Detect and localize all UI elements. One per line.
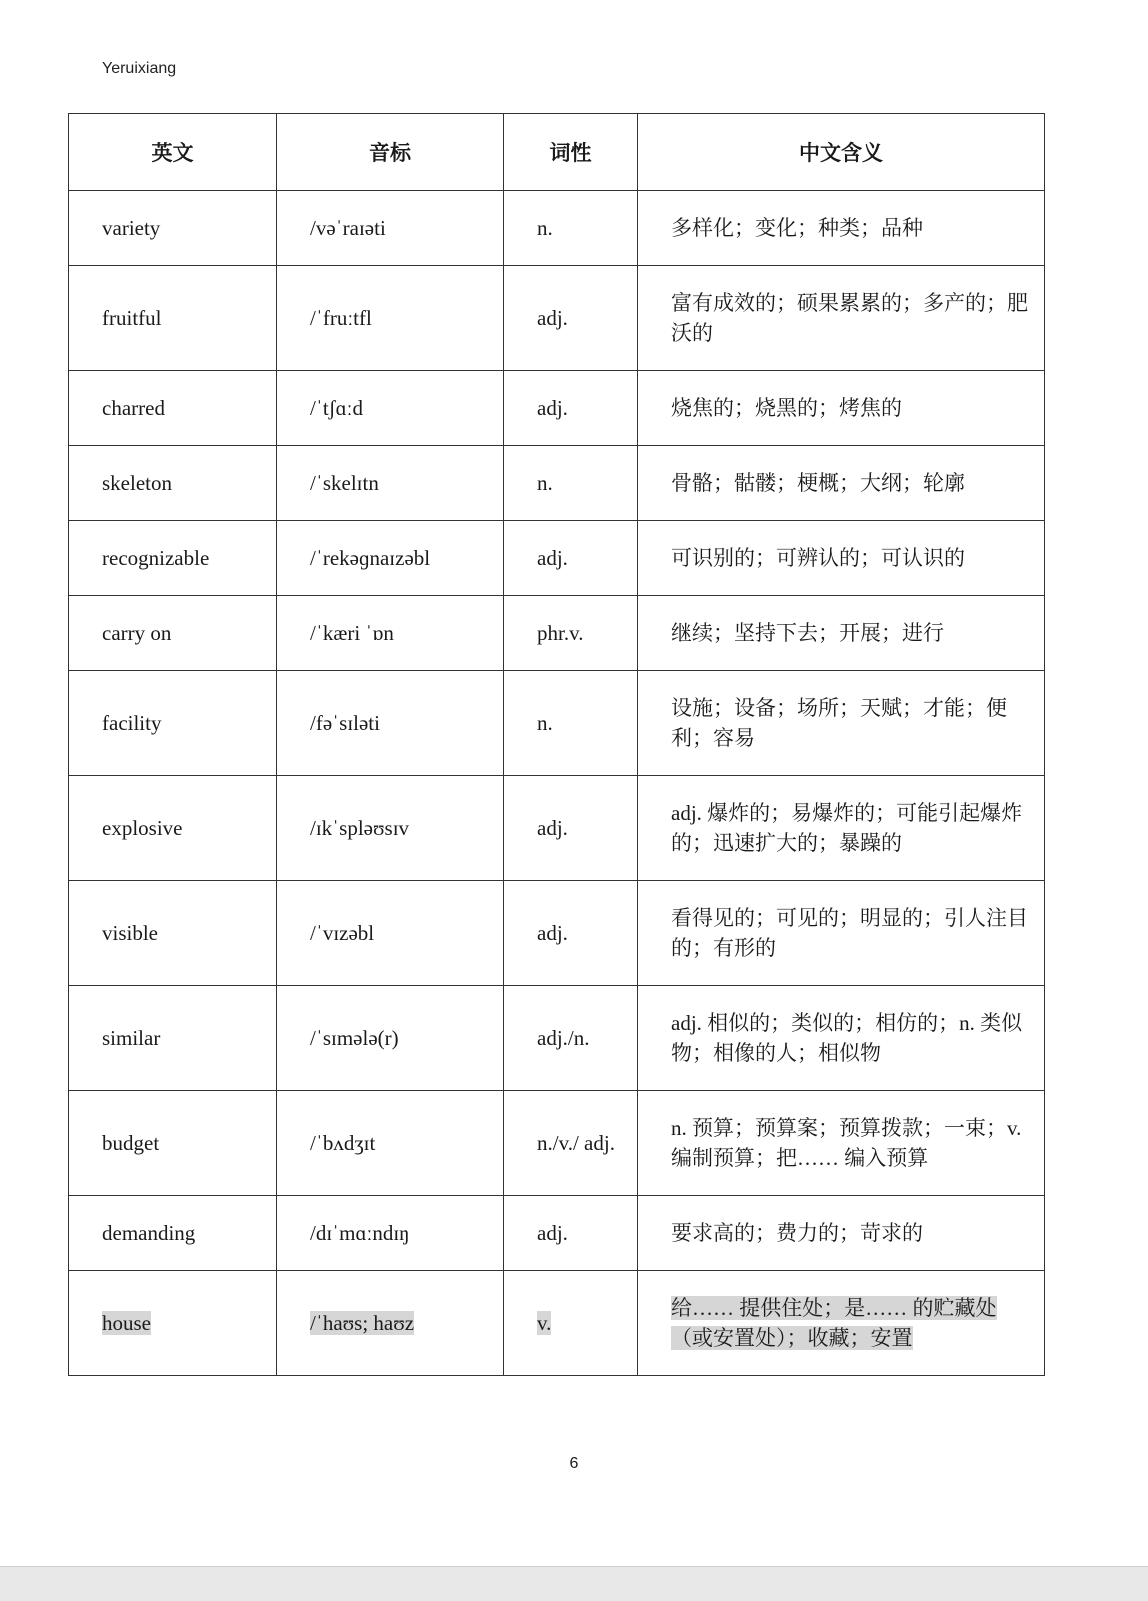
phonetic-cell <box>277 371 504 446</box>
english-word-cell <box>69 1271 277 1376</box>
table-row <box>69 776 1045 881</box>
chinese-meaning-cell-text: 看得见的；可见的；明显的；引人注目的；有形的 <box>671 906 1028 960</box>
phonetic-cell <box>277 671 504 776</box>
english-word-cell-text: skeleton <box>102 471 172 495</box>
english-word-cell <box>69 1091 277 1196</box>
part-of-speech-cell-text: v. <box>537 1311 552 1335</box>
chinese-meaning-cell-text: adj. 相似的；类似的；相仿的；n. 类似物；相像的人；相似物 <box>671 1011 1023 1065</box>
page-number: 6 <box>569 1455 579 1472</box>
page-header-author: Yeruixiang <box>102 60 177 77</box>
part-of-speech-cell <box>504 371 638 446</box>
phonetic-cell <box>277 1271 504 1376</box>
phonetic-cell-text: /ˈfruːtfl <box>310 306 372 330</box>
chinese-meaning-cell-text: adj. 爆炸的；易爆炸的；可能引起爆炸的；迅速扩大的；暴躁的 <box>671 801 1023 855</box>
column-header-part-of-speech: 词性 <box>504 114 638 191</box>
chinese-meaning-cell-text: 给…… 提供住处；是…… 的贮藏处（或安置处）；收藏；安置 <box>671 1296 997 1350</box>
chinese-meaning-cell-text: 骨骼；骷髅；梗概；大纲；轮廓 <box>671 471 965 495</box>
part-of-speech-cell <box>504 776 638 881</box>
phonetic-cell-text: /ˈvɪzəbl <box>310 921 375 945</box>
vocabulary-table <box>68 113 1045 1376</box>
phonetic-cell <box>277 521 504 596</box>
part-of-speech-cell-text: n. <box>537 216 553 240</box>
phonetic-cell-text: /ˈhaʊs; haʊz <box>310 1311 415 1335</box>
phonetic-cell <box>277 1091 504 1196</box>
part-of-speech-cell-text: phr.v. <box>537 621 584 645</box>
phonetic-cell-text: /ˈtʃɑːd <box>310 396 363 420</box>
english-word-cell-text: charred <box>102 396 165 420</box>
english-word-cell <box>69 671 277 776</box>
phonetic-cell-text: /ɪkˈspləʊsɪv <box>310 816 410 840</box>
chinese-meaning-cell <box>638 986 1045 1091</box>
chinese-meaning-cell <box>638 671 1045 776</box>
part-of-speech-cell-text: adj. <box>537 921 568 945</box>
phonetic-cell <box>277 776 504 881</box>
english-word-cell-text: explosive <box>102 816 183 840</box>
table-row <box>69 521 1045 596</box>
column-header-english: 英文 <box>69 114 277 191</box>
table-row <box>69 1196 1045 1271</box>
part-of-speech-cell-text: n. <box>537 471 553 495</box>
english-word-cell-text: recognizable <box>102 546 210 570</box>
part-of-speech-cell-text: n. <box>537 711 553 735</box>
phonetic-cell-text: /ˈsɪmələ(r) <box>310 1026 399 1050</box>
english-word-cell-text: visible <box>102 921 158 945</box>
chinese-meaning-cell-text: 富有成效的；硕果累累的；多产的；肥沃的 <box>671 291 1028 345</box>
part-of-speech-cell-text: n./v./ adj. <box>537 1131 615 1155</box>
english-word-cell <box>69 521 277 596</box>
part-of-speech-cell-text: adj./n. <box>537 1026 590 1050</box>
phonetic-cell-text: /vəˈraɪəti <box>310 216 386 240</box>
chinese-meaning-cell <box>638 521 1045 596</box>
english-word-cell <box>69 776 277 881</box>
chinese-meaning-cell <box>638 371 1045 446</box>
english-word-cell <box>69 596 277 671</box>
table-row <box>69 671 1045 776</box>
viewer-bottom-bar <box>0 1566 1148 1601</box>
phonetic-cell <box>277 266 504 371</box>
english-word-cell-text: house <box>102 1311 151 1335</box>
part-of-speech-cell <box>504 881 638 986</box>
part-of-speech-cell <box>504 446 638 521</box>
phonetic-cell-text: /dɪˈmɑːndɪŋ <box>310 1221 410 1245</box>
part-of-speech-cell-text: adj. <box>537 396 568 420</box>
chinese-meaning-cell <box>638 191 1045 266</box>
chinese-meaning-cell <box>638 1271 1045 1376</box>
table-row <box>69 986 1045 1091</box>
part-of-speech-cell-text: adj. <box>537 816 568 840</box>
phonetic-cell <box>277 446 504 521</box>
table-row <box>69 596 1045 671</box>
phonetic-cell-text: /ˈkæri ˈɒn <box>310 621 394 645</box>
phonetic-cell-text: /ˈskelɪtn <box>310 471 379 495</box>
chinese-meaning-cell-text: 可识别的；可辨认的；可认识的 <box>671 546 965 570</box>
english-word-cell-text: variety <box>102 216 161 240</box>
chinese-meaning-cell-text: 烧焦的；烧黑的；烤焦的 <box>671 396 902 420</box>
english-word-cell <box>69 881 277 986</box>
part-of-speech-cell-text: adj. <box>537 1221 568 1245</box>
chinese-meaning-cell <box>638 1196 1045 1271</box>
part-of-speech-cell-text: adj. <box>537 546 568 570</box>
table-row <box>69 446 1045 521</box>
chinese-meaning-cell-text: n. 预算；预算案；预算拨款；一束；v. 编制预算；把…… 编入预算 <box>671 1116 1022 1170</box>
phonetic-cell <box>277 1196 504 1271</box>
table-row <box>69 191 1045 266</box>
phonetic-cell <box>277 986 504 1091</box>
part-of-speech-cell <box>504 191 638 266</box>
english-word-cell-text: fruitful <box>102 306 162 330</box>
phonetic-cell <box>277 596 504 671</box>
part-of-speech-cell-text: adj. <box>537 306 568 330</box>
part-of-speech-cell <box>504 1271 638 1376</box>
chinese-meaning-cell <box>638 776 1045 881</box>
english-word-cell <box>69 266 277 371</box>
phonetic-cell <box>277 881 504 986</box>
part-of-speech-cell <box>504 266 638 371</box>
chinese-meaning-cell-text: 要求高的；费力的；苛求的 <box>671 1221 923 1245</box>
table-row <box>69 881 1045 986</box>
english-word-cell-text: budget <box>102 1131 160 1155</box>
table-row <box>69 1271 1045 1376</box>
table-row <box>69 1091 1045 1196</box>
chinese-meaning-cell <box>638 596 1045 671</box>
chinese-meaning-cell <box>638 1091 1045 1196</box>
table-row <box>69 266 1045 371</box>
column-header-phonetic: 音标 <box>277 114 504 191</box>
phonetic-cell-text: /fəˈsɪləti <box>310 711 380 735</box>
chinese-meaning-cell <box>638 266 1045 371</box>
chinese-meaning-cell-text: 多样化；变化；种类；品种 <box>671 216 923 240</box>
phonetic-cell <box>277 191 504 266</box>
column-header-chinese-meaning: 中文含义 <box>638 114 1045 191</box>
phonetic-cell-text: /ˈrekəɡnaɪzəbl <box>310 546 431 570</box>
english-word-cell-text: similar <box>102 1026 161 1050</box>
table-body <box>69 191 1045 1376</box>
english-word-cell-text: demanding <box>102 1221 196 1245</box>
chinese-meaning-cell-text: 继续；坚持下去；开展；进行 <box>671 621 944 645</box>
english-word-cell <box>69 1196 277 1271</box>
english-word-cell <box>69 446 277 521</box>
part-of-speech-cell <box>504 1196 638 1271</box>
chinese-meaning-cell <box>638 881 1045 986</box>
english-word-cell <box>69 191 277 266</box>
table-row <box>69 371 1045 446</box>
table-header-row <box>69 114 1045 191</box>
part-of-speech-cell <box>504 671 638 776</box>
english-word-cell-text: facility <box>102 711 162 735</box>
english-word-cell-text: carry on <box>102 621 172 645</box>
english-word-cell <box>69 986 277 1091</box>
chinese-meaning-cell <box>638 446 1045 521</box>
part-of-speech-cell <box>504 596 638 671</box>
chinese-meaning-cell-text: 设施；设备；场所；天赋；才能；便利；容易 <box>671 696 1007 750</box>
part-of-speech-cell <box>504 986 638 1091</box>
phonetic-cell-text: /ˈbʌdʒɪt <box>310 1131 376 1155</box>
english-word-cell <box>69 371 277 446</box>
part-of-speech-cell <box>504 1091 638 1196</box>
part-of-speech-cell <box>504 521 638 596</box>
